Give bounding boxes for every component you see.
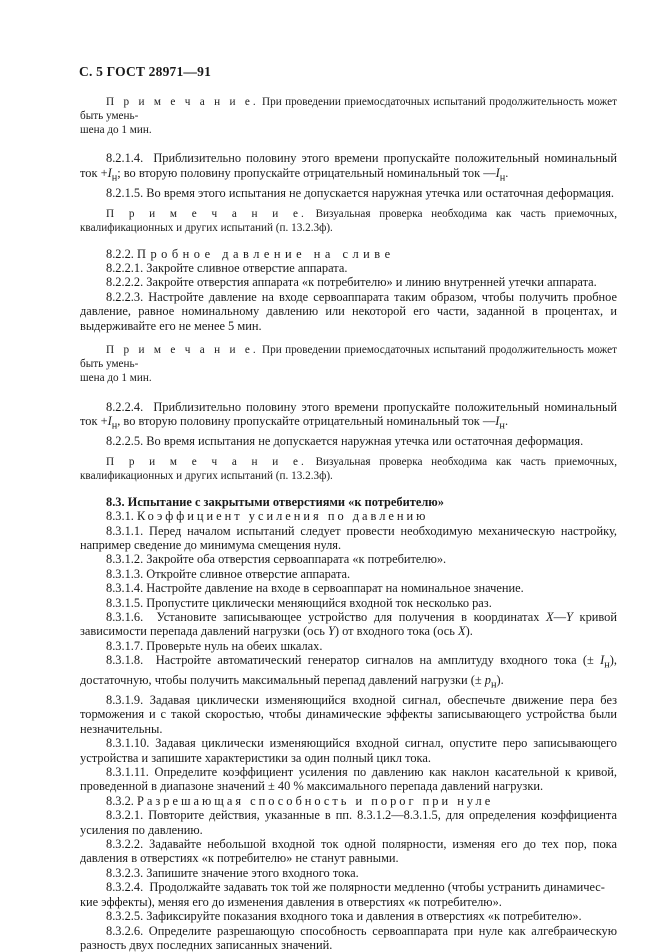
note-label: П р и м е ч а н и е. — [106, 96, 259, 108]
note-paragraph: П р и м е ч а н и е. Визуальная проверка необходима как часть приемочных, квалификационных и других испытаний (п. 13.2.3ф). — [80, 208, 617, 236]
paragraph-8-3-1-8: 8.3.1.8. Настройте автоматический генератор сигналов на амплитуду входного тока (± $I_н$), достаточную, чтобы получить максимальный перепад давлений нагрузки (± $p_н$). — [80, 653, 617, 693]
paragraph-8-3-1-4: 8.3.1.4. Настройте давление на входе в сервоаппарат на номинальное значение. — [80, 581, 617, 595]
paragraph-8-3-1-11: 8.3.1.11. Определите коэффициент усиления по давлению как наклон касательной к кривой, проведенной в диапазоне значений ± 40 % максимального перепада давлений нагрузки. — [80, 765, 617, 794]
spaced-heading: Разрешающая способность и порог при нуле — [137, 794, 493, 808]
paragraph-8-2-2-5: 8.2.2.5. Во время испытания не допускается наружная утечка или остаточная деформация. — [80, 434, 617, 448]
paragraph-8-3-2-6: 8.3.2.6. Определите разрешающую способность сервоаппарата при нуле как алгебраическую разность двух последних записанных значений. — [80, 924, 617, 952]
paragraph-8-2-1-5: 8.2.1.5. Во время этого испытания не допускается наружная утечка или остаточная деформация. — [80, 186, 617, 200]
document-body — [80, 96, 617, 952]
page-header: С. 5 ГОСТ 28971—91 — [79, 64, 211, 80]
note-paragraph: П р и м е ч а н и е. При проведении приемосдаточных испытаний продолжительность может быть умень- шена до 1 мин. — [80, 96, 617, 137]
paragraph-8-2-2-4: 8.2.2.4. Приблизительно половину этого времени пропускайте положительный номинальный ток $+I_н$, во вторую половину пропускайте отрицательный номинальный ток $—I_н$. — [80, 400, 617, 434]
paragraph-8-2-1-4: 8.2.1.4. Приблизительно половину этого времени пропускайте положительный номинальный ток $+I_н$; во вторую половину пропускайте отрицательный номинальный ток $—I_н$. — [80, 151, 617, 185]
spaced-heading: Коэффициент усиления по давлению — [137, 509, 428, 523]
note-label: П р и м е ч а н и е. — [106, 208, 307, 220]
paragraph-8-3-1-6: 8.3.1.6. Установите записывающее устройство для получения в координатах X—Y кривой зависимости перепада давлений нагрузки (ось Y) от входного тока (ось X). — [80, 610, 617, 639]
section-heading-8-3: 8.3. Испытание с закрытыми отверстиями «к потребителю» — [80, 495, 617, 509]
note-label: П р и м е ч а н и е. — [106, 344, 259, 356]
paragraph-8-3-1-10: 8.3.1.10. Задавая циклически изменяющийся входной сигнал, опустите перо записывающего устройства и запишите характеристики за один полный цикл тока. — [80, 736, 617, 765]
paragraph-8-3-1-7: 8.3.1.7. Проверьте нуль на обеих шкалах. — [80, 639, 617, 653]
section-heading-8-2-2: 8.2.2. Пробное давление на сливе — [80, 247, 617, 261]
section-heading-8-3-1: 8.3.1. Коэффициент усиления по давлению — [80, 509, 617, 523]
paragraph-8-3-1-3: 8.3.1.3. Откройте сливное отверстие аппарата. — [80, 567, 617, 581]
note-paragraph: П р и м е ч а н и е. При проведении приемосдаточных испытаний продолжительность может быть умень- шена до 1 мин. — [80, 344, 617, 385]
paragraph-8-3-1-1: 8.3.1.1. Перед началом испытаний следует провести необходимую механическую настройку, например сведение до минимума смещения нуля. — [80, 524, 617, 553]
note-label: П р и м е ч а н и е. — [106, 456, 307, 468]
paragraph-8-3-2-4: 8.3.2.4. Продолжайте задавать ток той же полярности медленно (чтобы устранить динамичес- кие эффекты), меняя его до изменения давления в отверстиях «к потребителю». — [80, 880, 617, 909]
paragraph-8-3-2-5: 8.3.2.5. Зафиксируйте показания входного тока и давления в отверстиях «к потребителю». — [80, 909, 617, 923]
paragraph-8-3-1-5: 8.3.1.5. Пропустите циклически меняющийся входной ток несколько раз. — [80, 596, 617, 610]
paragraph-8-3-2-1: 8.3.2.1. Повторите действия, указанные в пп. 8.3.1.2—8.3.1.5, для определения коэффициента усиления по давлению. — [80, 808, 617, 837]
paragraph-8-2-2-2: 8.2.2.2. Закройте отверстия аппарата «к потребителю» и линию внутренней утечки аппарата. — [80, 275, 617, 289]
section-heading-8-3-2: 8.3.2. Разрешающая способность и порог при нуле — [80, 794, 617, 808]
paragraph-8-2-2-1: 8.2.2.1. Закройте сливное отверстие аппарата. — [80, 261, 617, 275]
paragraph-8-2-2-3: 8.2.2.3. Настройте давление на входе сервоаппарата таким образом, чтобы получить пробное давление, равное номинальному давлению или некоторой его части, заданной в процентах, и выдерживайте его не менее 5 мин. — [80, 290, 617, 333]
paragraph-8-3-1-2: 8.3.1.2. Закройте оба отверстия сервоаппарата «к потребителю». — [80, 552, 617, 566]
paragraph-8-3-2-3: 8.3.2.3. Запишите значение этого входного тока. — [80, 866, 617, 880]
spaced-heading: Пробное давление на сливе — [137, 247, 395, 261]
note-paragraph: П р и м е ч а н и е. Визуальная проверка необходима как часть приемочных, квалификационных и других испытаний (п. 13.2.3ф). — [80, 456, 617, 484]
paragraph-8-3-2-2: 8.3.2.2. Задавайте небольшой входной ток одной полярности, изменяя его до тех пор, пока давления в отверстиях «к потребителю» не станут равными. — [80, 837, 617, 866]
paragraph-8-3-1-9: 8.3.1.9. Задавая циклически изменяющийся входной сигнал, обеспечьте движение пера без торможения и с такой скоростью, чтобы динамические эффекты записывающего устройства были незначительны. — [80, 693, 617, 736]
